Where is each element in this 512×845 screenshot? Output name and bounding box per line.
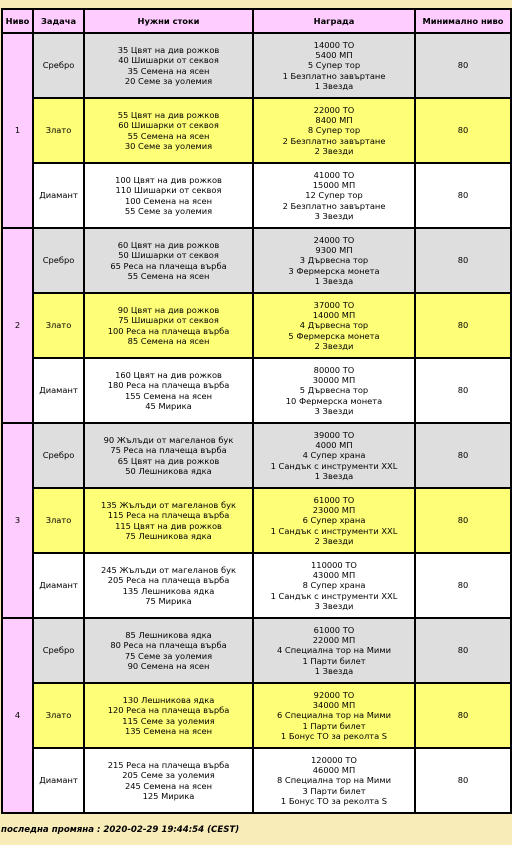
required-goods-cell bbox=[84, 553, 253, 618]
cell-line: 39000 ТО bbox=[313, 430, 355, 441]
reward-cell bbox=[253, 488, 415, 553]
table-row bbox=[2, 618, 511, 683]
cell-line: 6 Специална тор на Мими bbox=[277, 710, 391, 721]
required-goods-cell bbox=[84, 293, 253, 358]
reward-cell bbox=[253, 163, 415, 228]
cell-line: 46000 МП bbox=[312, 765, 356, 776]
cell-line: 55 Семе за уолемия bbox=[124, 205, 213, 216]
cell-line: 3 Парти билет bbox=[302, 785, 366, 796]
min-level-cell: 80 bbox=[415, 488, 511, 553]
cell-line: 8400 МП bbox=[315, 115, 353, 126]
cell-line: 6 Супер храна bbox=[302, 515, 366, 526]
cell-line: 160 Цвят на див рожков bbox=[115, 370, 222, 381]
quest-table-body bbox=[2, 33, 511, 813]
cell-line: 75 Семе за уолемия bbox=[124, 650, 213, 661]
cell-line: 120 Реса на плачеща върба bbox=[107, 705, 230, 716]
cell-line: 3 Звезди bbox=[314, 600, 354, 611]
cell-line: 4 Специална тор на Мими bbox=[277, 645, 391, 656]
cell-line: 1 Парти билет bbox=[302, 655, 366, 666]
cell-line: 85 Семена на ясен bbox=[127, 335, 210, 346]
reward-cell bbox=[253, 358, 415, 423]
required-goods-cell bbox=[84, 423, 253, 488]
cell-line: 135 Семена на ясен bbox=[124, 725, 213, 736]
cell-line: 3 Звезди bbox=[314, 210, 354, 221]
cell-line: 14000 МП bbox=[312, 310, 356, 321]
cell-line: 1 Сандък с инструменти XXL bbox=[270, 460, 398, 471]
reward-cell bbox=[253, 293, 415, 358]
table-header-row bbox=[2, 9, 511, 33]
cell-line: 4 Дървесна тор bbox=[299, 320, 369, 331]
cell-line: 61000 ТО bbox=[313, 495, 355, 506]
task-tier-cell: Сребро bbox=[33, 33, 84, 98]
cell-line: 37000 ТО bbox=[313, 300, 355, 311]
min-level-cell: 80 bbox=[415, 293, 511, 358]
cell-line: 90 Жълъди от магеланов бук bbox=[103, 435, 234, 446]
header-task: Задача bbox=[33, 9, 84, 33]
cell-line: 215 Реса на плачеща върба bbox=[107, 760, 230, 771]
cell-line: 100 Цвят на див рожков bbox=[115, 175, 222, 186]
level-cell: 1 bbox=[2, 33, 33, 228]
task-tier-cell: Сребро bbox=[33, 228, 84, 293]
required-goods-cell bbox=[84, 488, 253, 553]
cell-line: 125 Мирика bbox=[142, 790, 195, 801]
cell-line: 1 Звезда bbox=[314, 470, 354, 481]
required-goods-cell bbox=[84, 98, 253, 163]
task-tier-cell: Сребро bbox=[33, 618, 84, 683]
cell-line: 1 Звезда bbox=[314, 275, 354, 286]
cell-line: 92000 ТО bbox=[313, 690, 355, 701]
cell-line: 12 Супер тор bbox=[305, 190, 363, 201]
cell-line: 245 Жълъди от магеланов бук bbox=[100, 565, 236, 576]
cell-line: 35 Цвят на див рожков bbox=[117, 45, 220, 56]
reward-cell bbox=[253, 618, 415, 683]
cell-line: 24000 ТО bbox=[313, 235, 355, 246]
cell-line: 75 Мирика bbox=[145, 595, 192, 606]
cell-line: 55 Семена на ясен bbox=[127, 270, 210, 281]
task-tier-cell: Сребро bbox=[33, 423, 84, 488]
cell-line: 14000 ТО bbox=[313, 40, 355, 51]
table-row bbox=[2, 358, 511, 423]
table-row bbox=[2, 488, 511, 553]
cell-line: 1 Звезда bbox=[314, 665, 354, 676]
task-tier-cell: Диамант bbox=[33, 163, 84, 228]
reward-cell bbox=[253, 33, 415, 98]
required-goods-cell bbox=[84, 683, 253, 748]
cell-line: 5 Фермерска монета bbox=[288, 330, 380, 341]
table-row bbox=[2, 163, 511, 228]
cell-line: 115 Цвят на див рожков bbox=[115, 520, 222, 531]
cell-line: 75 Шишарки от секвоя bbox=[118, 315, 219, 326]
task-tier-cell: Злато bbox=[33, 98, 84, 163]
cell-line: 115 Реса на плачеща върба bbox=[107, 510, 230, 521]
header-level: Ниво bbox=[2, 9, 33, 33]
cell-line: 10 Фермерска монета bbox=[285, 395, 383, 406]
cell-line: 65 Цвят на див рожков bbox=[117, 455, 220, 466]
cell-line: 75 Лешникова ядка bbox=[125, 530, 212, 541]
cell-line: 1 Бонус ТО за реколта S bbox=[280, 730, 388, 741]
cell-line: 1 Сандък с инструменти XXL bbox=[270, 590, 398, 601]
cell-line: 1 Бонус ТО за реколта S bbox=[280, 795, 388, 806]
cell-line: 20 Семе за уолемия bbox=[124, 75, 213, 86]
cell-line: 5 Супер тор bbox=[307, 60, 361, 71]
header-min-level: Минимално ниво bbox=[415, 9, 511, 33]
cell-line: 5 Дървесна тор bbox=[299, 385, 369, 396]
cell-line: 135 Жълъди от магеланов бук bbox=[100, 500, 236, 511]
table-row bbox=[2, 748, 511, 813]
table-row bbox=[2, 98, 511, 163]
cell-line: 1 Безплатно завъртане bbox=[282, 70, 386, 81]
min-level-cell: 80 bbox=[415, 748, 511, 813]
required-goods-cell bbox=[84, 748, 253, 813]
cell-line: 100 Семена на ясен bbox=[124, 195, 213, 206]
reward-cell bbox=[253, 228, 415, 293]
min-level-cell: 80 bbox=[415, 618, 511, 683]
reward-cell bbox=[253, 553, 415, 618]
cell-line: 50 Лешникова ядка bbox=[125, 465, 212, 476]
required-goods-cell bbox=[84, 358, 253, 423]
table-row bbox=[2, 33, 511, 98]
cell-line: 43000 МП bbox=[312, 570, 356, 581]
cell-line: 22000 МП bbox=[312, 635, 356, 646]
cell-line: 55 Цвят на див рожков bbox=[117, 110, 220, 121]
cell-line: 41000 ТО bbox=[313, 170, 355, 181]
required-goods-cell bbox=[84, 228, 253, 293]
cell-line: 30000 МП bbox=[312, 375, 356, 386]
cell-line: 60 Шишарки от секвоя bbox=[118, 120, 219, 131]
cell-line: 22000 ТО bbox=[313, 105, 355, 116]
table-row bbox=[2, 553, 511, 618]
task-tier-cell: Злато bbox=[33, 683, 84, 748]
cell-line: 34000 МП bbox=[312, 700, 356, 711]
cell-line: 205 Реса на плачеща върба bbox=[107, 575, 230, 586]
cell-line: 30 Семе за уолемия bbox=[124, 140, 213, 151]
min-level-cell: 80 bbox=[415, 98, 511, 163]
cell-line: 80 Реса на плачеща върба bbox=[110, 640, 227, 651]
reward-cell bbox=[253, 98, 415, 163]
level-cell: 2 bbox=[2, 228, 33, 423]
cell-line: 1 Звезда bbox=[314, 80, 354, 91]
task-tier-cell: Злато bbox=[33, 293, 84, 358]
reward-cell bbox=[253, 423, 415, 488]
task-tier-cell: Диамант bbox=[33, 553, 84, 618]
min-level-cell: 80 bbox=[415, 358, 511, 423]
cell-line: 65 Реса на плачеща върба bbox=[110, 260, 227, 271]
cell-line: 2 Звезди bbox=[314, 340, 354, 351]
cell-line: 90 Цвят на див рожков bbox=[117, 305, 220, 316]
task-tier-cell: Диамант bbox=[33, 748, 84, 813]
required-goods-cell bbox=[84, 163, 253, 228]
cell-line: 120000 ТО bbox=[311, 755, 357, 766]
cell-line: 45 Мирика bbox=[145, 400, 192, 411]
header-required-goods: Нужни стоки bbox=[84, 9, 253, 33]
reward-cell bbox=[253, 748, 415, 813]
reward-cell bbox=[253, 683, 415, 748]
cell-line: 15000 МП bbox=[312, 180, 356, 191]
required-goods-cell bbox=[84, 33, 253, 98]
header-reward: Награда bbox=[253, 9, 415, 33]
cell-line: 8 Супер храна bbox=[302, 580, 366, 591]
cell-line: 61000 ТО bbox=[313, 625, 355, 636]
cell-line: 135 Лешникова ядка bbox=[122, 585, 215, 596]
min-level-cell: 80 bbox=[415, 228, 511, 293]
table-row bbox=[2, 293, 511, 358]
cell-line: 80000 ТО bbox=[313, 365, 355, 376]
cell-line: 110 Шишарки от секвоя bbox=[115, 185, 222, 196]
cell-line: 5400 МП bbox=[315, 50, 353, 61]
cell-line: 110000 ТО bbox=[311, 560, 357, 571]
cell-line: 40 Шишарки от секвоя bbox=[118, 55, 219, 66]
cell-line: 90 Семена на ясен bbox=[127, 660, 210, 671]
cell-line: 75 Реса на плачеща върба bbox=[110, 445, 227, 456]
cell-line: 35 Семена на ясен bbox=[127, 65, 210, 76]
cell-line: 2 Звезди bbox=[314, 535, 354, 546]
min-level-cell: 80 bbox=[415, 423, 511, 488]
cell-line: 4 Супер храна bbox=[302, 450, 366, 461]
min-level-cell: 80 bbox=[415, 163, 511, 228]
min-level-cell: 80 bbox=[415, 33, 511, 98]
cell-line: 245 Семена на ясен bbox=[124, 780, 213, 791]
required-goods-cell bbox=[84, 618, 253, 683]
task-tier-cell: Диамант bbox=[33, 358, 84, 423]
cell-line: 3 Дървесна тор bbox=[299, 255, 369, 266]
cell-line: 60 Цвят на див рожков bbox=[117, 240, 220, 251]
cell-line: 180 Реса на плачеща върба bbox=[107, 380, 230, 391]
table-row bbox=[2, 228, 511, 293]
cell-line: 9300 МП bbox=[315, 245, 353, 256]
last-modified: последна промяна : 2020-02-29 19:44:54 (CEST) bbox=[1, 825, 240, 835]
cell-line: 155 Семена на ясен bbox=[124, 390, 213, 401]
cell-line: 8 Специална тор на Мими bbox=[277, 775, 391, 786]
quest-table bbox=[1, 8, 512, 814]
min-level-cell: 80 bbox=[415, 683, 511, 748]
cell-line: 23000 МП bbox=[312, 505, 356, 516]
cell-line: 130 Лешникова ядка bbox=[122, 695, 215, 706]
cell-line: 205 Семе за уолемия bbox=[122, 770, 215, 781]
level-cell: 3 bbox=[2, 423, 33, 618]
min-level-cell: 80 bbox=[415, 553, 511, 618]
cell-line: 100 Реса на плачеща върба bbox=[107, 325, 230, 336]
task-tier-cell: Злато bbox=[33, 488, 84, 553]
cell-line: 1 Сандък с инструменти XXL bbox=[270, 525, 398, 536]
cell-line: 3 Звезди bbox=[314, 405, 354, 416]
cell-line: 2 Безплатно завъртане bbox=[282, 135, 386, 146]
cell-line: 3 Фермерска монета bbox=[288, 265, 380, 276]
cell-line: 8 Супер тор bbox=[307, 125, 361, 136]
cell-line: 55 Семена на ясен bbox=[127, 130, 210, 141]
cell-line: 85 Лешникова ядка bbox=[125, 630, 212, 641]
cell-line: 1 Парти билет bbox=[302, 720, 366, 731]
level-cell: 4 bbox=[2, 618, 33, 813]
cell-line: 2 Безплатно завъртане bbox=[282, 200, 386, 211]
cell-line: 50 Шишарки от секвоя bbox=[118, 250, 219, 261]
table-row bbox=[2, 683, 511, 748]
table-row bbox=[2, 423, 511, 488]
cell-line: 4000 МП bbox=[315, 440, 353, 451]
cell-line: 115 Семе за уолемия bbox=[122, 715, 215, 726]
cell-line: 2 Звезди bbox=[314, 145, 354, 156]
